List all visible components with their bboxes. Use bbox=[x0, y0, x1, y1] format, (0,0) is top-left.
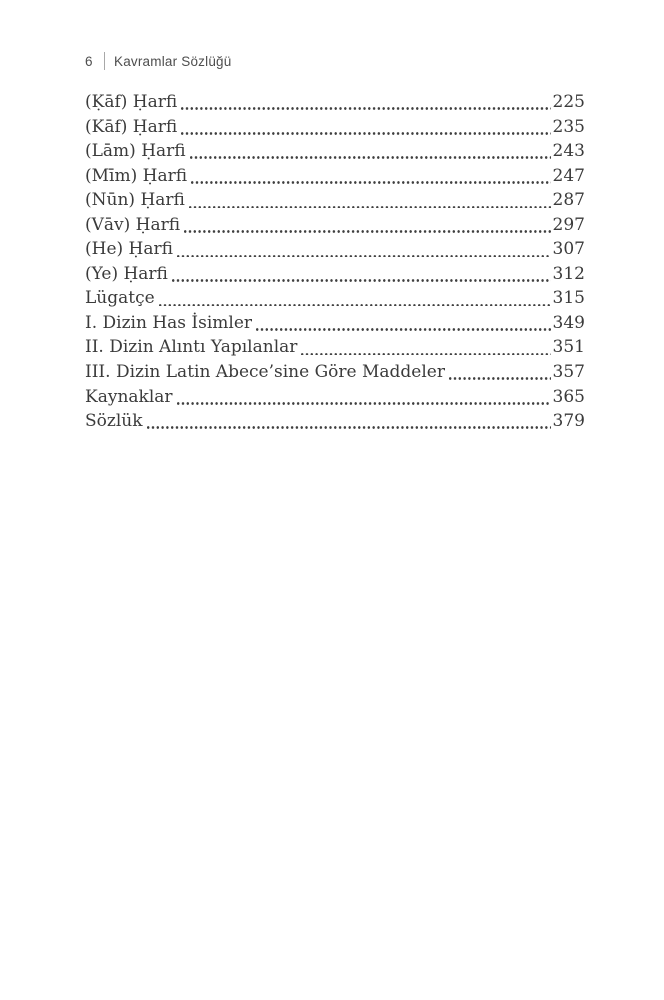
toc-entry-page-number: 287 bbox=[552, 190, 585, 211]
toc-entry bbox=[85, 360, 585, 385]
dot-leader bbox=[181, 107, 550, 110]
toc-entry-page-number: 307 bbox=[552, 239, 585, 260]
toc-entry bbox=[85, 115, 585, 140]
toc-entry-label: (Ḳāf) Ḥarfi bbox=[85, 92, 178, 112]
toc-entry bbox=[85, 409, 585, 434]
toc-entry-label: (Vāv) Ḥarfi bbox=[85, 214, 181, 235]
toc-entry-label: (Kāf) Ḥarfi bbox=[85, 116, 178, 137]
toc-entry-label: (Mīm) Ḥarfi bbox=[85, 165, 188, 186]
toc-entry-page-number: 243 bbox=[552, 141, 585, 162]
toc-entry-page-number: 297 bbox=[552, 214, 585, 235]
header-divider bbox=[104, 52, 105, 70]
dot-leader bbox=[147, 426, 551, 429]
dot-leader bbox=[301, 353, 550, 356]
toc-entry bbox=[85, 139, 585, 164]
toc-entry-label: (He) Ḥarfi bbox=[85, 239, 173, 260]
toc-entry bbox=[85, 286, 585, 311]
toc-entry bbox=[85, 237, 585, 262]
dot-leader bbox=[177, 402, 551, 405]
dot-leader bbox=[184, 230, 550, 233]
toc-entry bbox=[85, 335, 585, 360]
page-number: 6 bbox=[85, 53, 93, 69]
toc-entry-label: I. Dizin Has İsimler bbox=[85, 312, 253, 333]
toc-entry bbox=[85, 188, 585, 213]
toc-entry-page-number: 349 bbox=[552, 312, 585, 333]
toc-entry bbox=[85, 385, 585, 410]
running-header bbox=[85, 52, 585, 70]
toc-entry bbox=[85, 311, 585, 336]
running-header-title: Kavramlar Sözlüğü bbox=[114, 53, 232, 69]
toc-entry-page-number: 315 bbox=[552, 288, 585, 309]
toc-entry-label: Lügatçe bbox=[85, 288, 155, 309]
toc-entry-page-number: 351 bbox=[552, 337, 585, 358]
toc-entry-page-number: 225 bbox=[552, 92, 585, 112]
toc-entry bbox=[85, 213, 585, 238]
toc-entry-page-number: 312 bbox=[552, 263, 585, 284]
table-of-contents bbox=[85, 90, 585, 434]
dot-leader bbox=[191, 181, 550, 184]
dot-leader bbox=[256, 328, 551, 331]
toc-entry bbox=[85, 90, 585, 115]
toc-entry-label: Sözlük bbox=[85, 411, 143, 432]
toc-entry-page-number: 365 bbox=[552, 386, 585, 407]
toc-entry bbox=[85, 262, 585, 287]
dot-leader bbox=[189, 206, 551, 209]
dot-leader bbox=[190, 156, 551, 159]
toc-entry bbox=[85, 164, 585, 189]
toc-entry-label: (Nūn) Ḥarfi bbox=[85, 190, 185, 211]
toc-entry-label: (Lām) Ḥarfi bbox=[85, 141, 186, 162]
dot-leader bbox=[181, 132, 550, 135]
dot-leader bbox=[449, 377, 551, 380]
toc-entry-label: Kaynaklar bbox=[85, 386, 173, 407]
toc-entry-page-number: 247 bbox=[552, 165, 585, 186]
toc-entry-label: II. Dizin Alıntı Yapılanlar bbox=[85, 337, 298, 358]
toc-entry-page-number: 379 bbox=[552, 411, 585, 432]
toc-entry-page-number: 357 bbox=[552, 362, 585, 383]
dot-leader bbox=[172, 279, 551, 282]
toc-entry-label: III. Dizin Latin Abece’sine Göre Maddeler bbox=[85, 362, 445, 383]
dot-leader bbox=[177, 255, 551, 258]
toc-entry-label: (Ye) Ḥarfi bbox=[85, 263, 168, 284]
toc-entry-page-number: 235 bbox=[552, 116, 585, 137]
dot-leader bbox=[159, 304, 551, 307]
